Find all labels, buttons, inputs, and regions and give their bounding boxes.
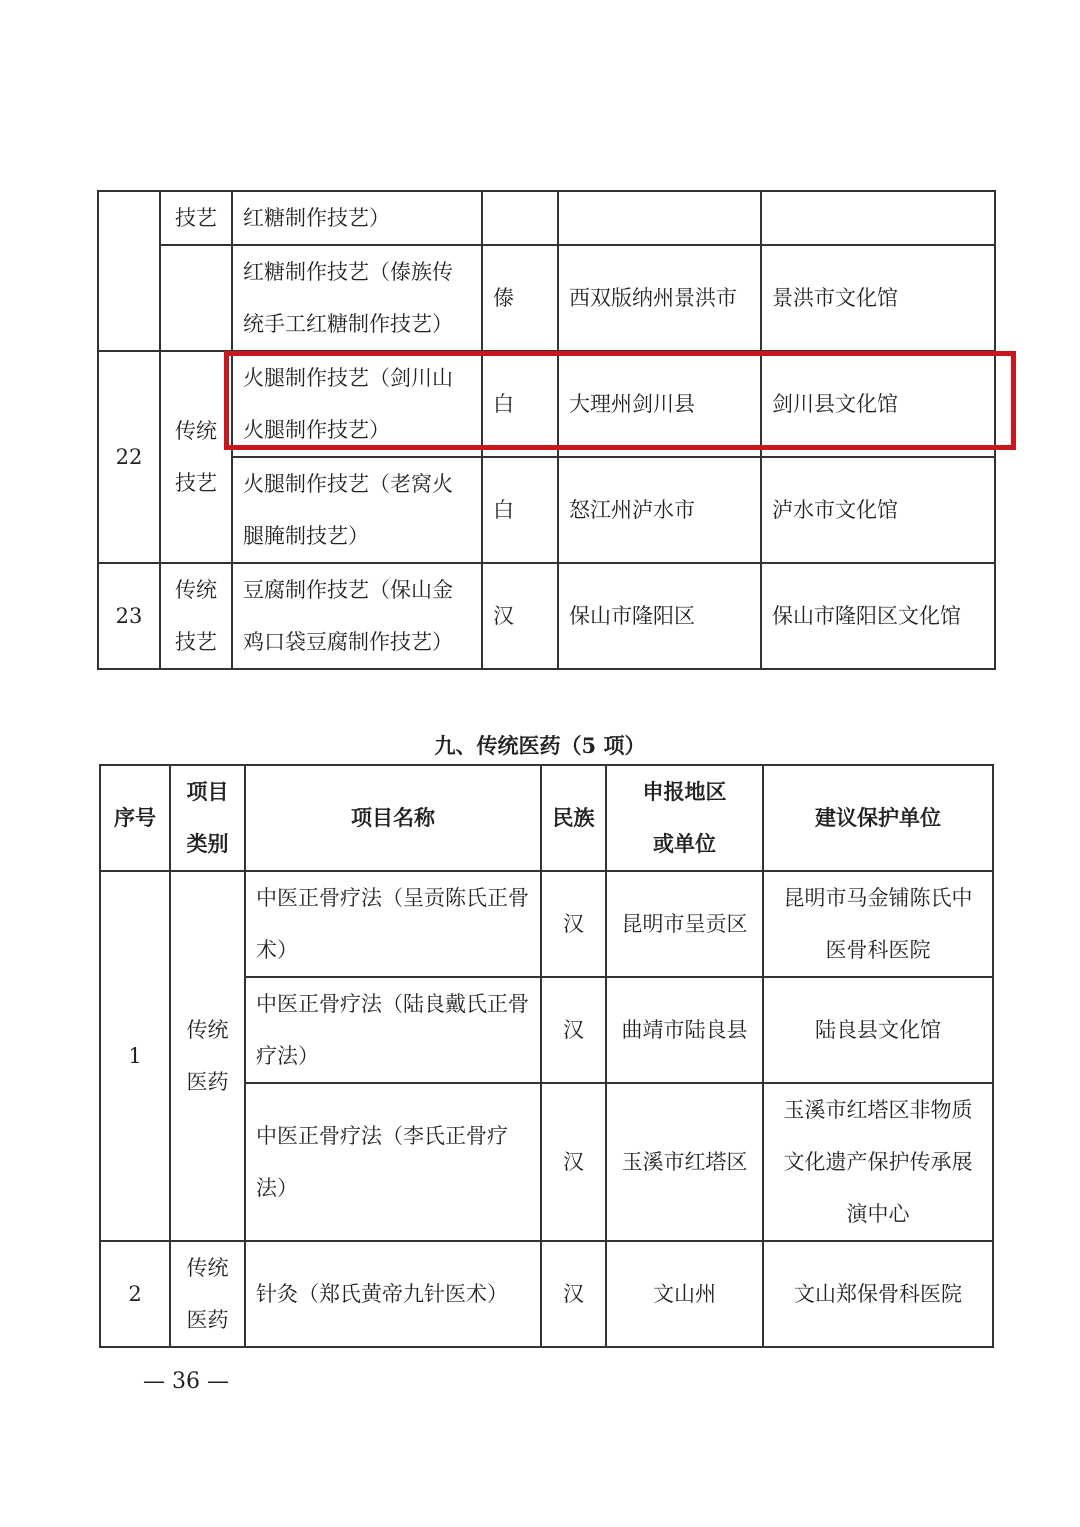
header-region: 申报地区或单位: [606, 765, 763, 871]
region-cell: 玉溪市红塔区: [606, 1083, 763, 1241]
unit-cell: 陆良县文化馆: [763, 977, 993, 1083]
seq-cell: 1: [100, 871, 170, 1241]
region-cell: 曲靖市陆良县: [606, 977, 763, 1083]
project-name-cell: 中医正骨疗法（陆良戴氏正骨疗法）: [245, 977, 541, 1083]
unit-cell: 文山郑保骨科医院: [763, 1241, 993, 1347]
heritage-table-medicine: [99, 764, 994, 1348]
seq-cell: 2: [100, 1241, 170, 1347]
unit-cell: 景洪市文化馆: [761, 245, 995, 351]
unit-cell: [761, 191, 995, 245]
header-unit: 建议保护单位: [763, 765, 993, 871]
ethnic-cell: 白: [482, 457, 558, 563]
category-cell: 传统技艺: [160, 563, 232, 669]
page-number: — 36 —: [143, 1369, 229, 1394]
seq-cell: 23: [98, 563, 160, 669]
project-name-cell: 中医正骨疗法（李氏正骨疗法）: [245, 1083, 541, 1241]
region-cell: 文山州: [606, 1241, 763, 1347]
header-category: 项目类别: [170, 765, 245, 871]
ethnic-cell: 汉: [541, 977, 606, 1083]
ethnic-cell: 汉: [541, 1083, 606, 1241]
project-name-cell: 豆腐制作技艺（保山金鸡口袋豆腐制作技艺）: [232, 563, 482, 669]
category-cell: 传统医药: [170, 1241, 245, 1347]
unit-cell: 玉溪市红塔区非物质文化遗产保护传承展演中心: [763, 1083, 993, 1241]
unit-cell: 保山市隆阳区文化馆: [761, 563, 995, 669]
ethnic-cell: 汉: [541, 1241, 606, 1347]
header-seq: 序号: [100, 765, 170, 871]
region-cell: 西双版纳州景洪市: [558, 245, 761, 351]
unit-cell: 剑川县文化馆: [761, 351, 995, 457]
project-name-cell: 火腿制作技艺（剑川山火腿制作技艺）: [232, 351, 482, 457]
ethnic-cell: 汉: [541, 871, 606, 977]
project-name-cell: 红糖制作技艺）: [232, 191, 482, 245]
ethnic-cell: [482, 191, 558, 245]
region-cell: 保山市隆阳区: [558, 563, 761, 669]
table-row: [98, 245, 995, 351]
category-cell: 技艺: [160, 191, 232, 245]
project-name-cell: 火腿制作技艺（老窝火腿腌制技艺）: [232, 457, 482, 563]
table-header-row: [100, 765, 993, 871]
unit-cell: 昆明市马金铺陈氏中医骨科医院: [763, 871, 993, 977]
table-row: [98, 191, 995, 245]
header-ethnic: 民族: [541, 765, 606, 871]
ethnic-cell: 傣: [482, 245, 558, 351]
category-cell: 传统医药: [170, 871, 245, 1241]
project-name-cell: 中医正骨疗法（呈贡陈氏正骨术）: [245, 871, 541, 977]
region-cell: 昆明市呈贡区: [606, 871, 763, 977]
region-cell: [558, 191, 761, 245]
ethnic-cell: 汉: [482, 563, 558, 669]
project-name-cell: 针灸（郑氏黄帝九针医术）: [245, 1241, 541, 1347]
seq-cell: [98, 191, 160, 351]
unit-cell: 泸水市文化馆: [761, 457, 995, 563]
section-title: 九、传统医药（5 项）: [434, 733, 646, 758]
table-row: [100, 1241, 993, 1347]
seq-cell: 22: [98, 351, 160, 563]
table-row: [100, 871, 993, 977]
highlight-box: [224, 351, 1016, 450]
table-row: [98, 563, 995, 669]
project-name-cell: 红糖制作技艺（傣族传统手工红糖制作技艺）: [232, 245, 482, 351]
region-cell: 怒江州泸水市: [558, 457, 761, 563]
category-cell: 传统技艺: [160, 351, 232, 563]
ethnic-cell: 白: [482, 351, 558, 457]
header-name: 项目名称: [245, 765, 541, 871]
table-row: [98, 457, 995, 563]
category-cell: [160, 245, 232, 351]
region-cell: 大理州剑川县: [558, 351, 761, 457]
